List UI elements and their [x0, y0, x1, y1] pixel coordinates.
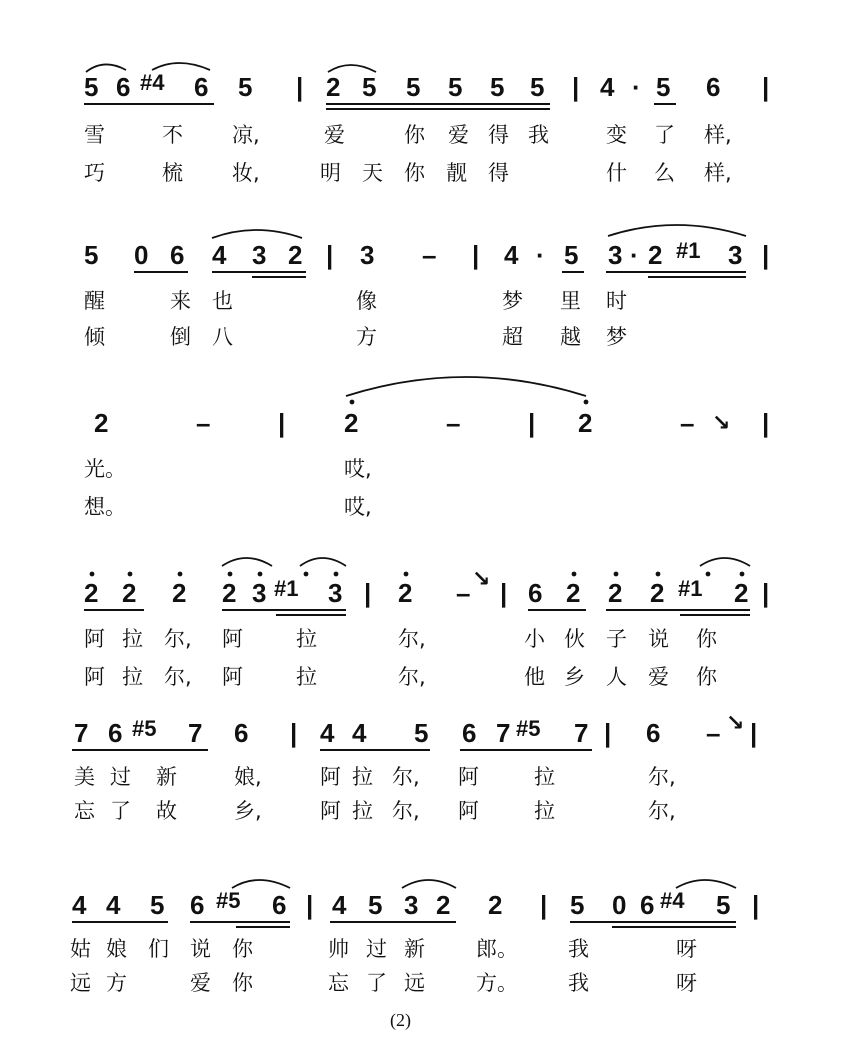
octave-dot	[740, 572, 745, 577]
lyric: 梦	[502, 289, 523, 313]
note: 6	[706, 72, 721, 102]
barline: |	[296, 72, 304, 102]
tie-arc	[676, 880, 736, 888]
slur-arc	[212, 230, 302, 238]
lyric: 尔,	[392, 765, 420, 789]
lyric: 说	[190, 937, 211, 961]
note: 2	[326, 72, 341, 102]
lyric: 故	[156, 799, 177, 823]
note: 6	[528, 578, 543, 608]
note: 2	[650, 578, 665, 608]
note: 4	[352, 718, 367, 748]
note: 6	[646, 718, 661, 748]
note: 5	[238, 72, 253, 102]
lyrics-verse-1	[84, 627, 718, 651]
lyric: 你	[404, 161, 425, 185]
system-5	[72, 710, 757, 823]
lyric: 呀	[676, 971, 697, 995]
note: 5	[362, 72, 377, 102]
octave-dot	[304, 572, 309, 577]
lyric: 光。	[84, 457, 126, 481]
dash: –	[196, 408, 211, 438]
continue-arrow-icon: ↘	[712, 410, 731, 435]
lyric: 梦	[606, 325, 627, 349]
lyric: 远	[70, 971, 91, 995]
note: 2	[648, 240, 663, 270]
notation-line	[72, 710, 757, 750]
octave-dot	[258, 572, 263, 577]
note: 4	[600, 72, 615, 102]
slur-arc	[608, 225, 746, 236]
note: 5	[84, 72, 99, 102]
lyric: 方	[356, 325, 377, 349]
lyric: 么	[654, 161, 675, 185]
tie-arc	[232, 880, 290, 888]
lyric: 像	[356, 289, 377, 313]
barline: |	[752, 890, 760, 920]
lyric: 你	[232, 937, 253, 961]
note: 6	[462, 718, 477, 748]
lyric: 阿	[320, 799, 341, 823]
note: 2	[578, 408, 593, 438]
lyric: 美	[74, 765, 95, 789]
octave-dot	[178, 572, 183, 577]
lyric: 时	[606, 289, 627, 313]
lyric: 阿	[458, 799, 479, 823]
barline: |	[604, 718, 612, 748]
barline: |	[762, 408, 770, 438]
note-sharp: #1	[678, 576, 703, 601]
lyric: 我	[568, 937, 589, 961]
tie-arc	[152, 63, 210, 70]
note: 4	[72, 890, 87, 920]
lyric: 新	[404, 937, 425, 961]
dash: –	[706, 718, 721, 748]
dot: ·	[630, 240, 639, 270]
lyric: 新	[156, 765, 177, 789]
system-1	[84, 63, 769, 185]
note-sharp: #4	[660, 888, 685, 913]
lyric: 乡	[564, 665, 585, 689]
lyrics-verse-2	[84, 161, 732, 185]
lyric: 倾	[84, 325, 105, 349]
notation-line	[84, 225, 769, 277]
lyric: 八	[212, 325, 233, 349]
note: 2	[122, 578, 137, 608]
note-sharp: #5	[516, 716, 541, 741]
note: 3	[252, 240, 267, 270]
barline: |	[762, 578, 770, 608]
note: 6	[190, 890, 205, 920]
lyric: 爱	[324, 123, 345, 147]
lyric: 样,	[704, 161, 732, 185]
lyric: 倒	[170, 325, 191, 349]
lyric: 方。	[476, 971, 518, 995]
note: 7	[496, 718, 511, 748]
note: 3	[360, 240, 375, 270]
octave-dot	[572, 572, 577, 577]
barline: |	[290, 718, 298, 748]
barline: |	[762, 240, 770, 270]
lyric: 拉	[534, 799, 555, 823]
notation-line	[94, 377, 769, 438]
lyric: 你	[696, 627, 717, 651]
octave-dot	[656, 572, 661, 577]
notation-line	[72, 880, 759, 927]
lyric: 帅	[328, 937, 349, 961]
lyric: 样,	[704, 123, 732, 147]
lyric: 子	[606, 627, 627, 651]
barline: |	[306, 890, 314, 920]
note-sharp: #4	[140, 70, 165, 95]
system-6	[70, 880, 759, 995]
page-number: (2)	[390, 1010, 411, 1030]
dash: –	[680, 408, 695, 438]
note: 5	[448, 72, 463, 102]
note: 2	[84, 578, 99, 608]
barline: |	[572, 72, 580, 102]
barline: |	[540, 890, 548, 920]
lyric: 明	[320, 161, 341, 185]
lyric: 忘	[328, 971, 349, 995]
lyric: 们	[148, 937, 169, 961]
lyric: 小	[524, 627, 545, 651]
lyric: 乡,	[234, 799, 262, 823]
lyric: 哎,	[344, 495, 372, 519]
lyrics-verse-1	[84, 289, 627, 313]
tie-arc	[86, 64, 126, 72]
lyrics-verse-2	[70, 971, 697, 995]
lyric: 越	[560, 325, 581, 349]
note: 0	[612, 890, 627, 920]
lyric: 梳	[162, 161, 183, 185]
lyric: 阿	[320, 765, 341, 789]
note: 5	[490, 72, 505, 102]
lyrics-verse-1	[74, 765, 676, 789]
note: 2	[488, 890, 503, 920]
lyric: 我	[568, 971, 589, 995]
tie-arc	[346, 377, 586, 396]
lyric: 靓	[446, 161, 467, 185]
barline: |	[762, 72, 770, 102]
lyric: 尔,	[398, 627, 426, 651]
tie-arc	[700, 558, 750, 566]
lyric: 尔,	[164, 665, 192, 689]
notation-line	[84, 63, 769, 109]
lyric: 阿	[222, 665, 243, 689]
lyric: 阿	[84, 627, 105, 651]
note: 2	[398, 578, 413, 608]
lyric: 你	[696, 665, 717, 689]
note: 3	[608, 240, 623, 270]
note: 0	[134, 240, 149, 270]
lyric: 爱	[448, 123, 469, 147]
lyric: 过	[366, 937, 387, 961]
octave-dot	[404, 572, 409, 577]
lyric: 变	[606, 123, 627, 147]
tie-arc	[402, 880, 456, 888]
octave-dot	[584, 400, 589, 405]
lyric: 爱	[190, 971, 211, 995]
note: 3	[328, 578, 343, 608]
lyric: 了	[654, 123, 675, 147]
lyric: 他	[524, 665, 545, 689]
octave-dot	[334, 572, 339, 577]
lyric: 也	[212, 289, 233, 313]
octave-dot	[614, 572, 619, 577]
note-sharp: #5	[216, 888, 241, 913]
note: 6	[116, 72, 131, 102]
lyric: 阿	[84, 665, 105, 689]
lyric: 过	[110, 765, 131, 789]
note: 5	[564, 240, 579, 270]
lyric: 远	[404, 971, 425, 995]
note: 4	[504, 240, 519, 270]
lyric: 了	[110, 799, 131, 823]
dash: –	[446, 408, 461, 438]
lyric: 凉,	[232, 123, 260, 147]
tie-arc	[300, 558, 346, 566]
lyric: 拉	[296, 627, 317, 651]
lyric: 不	[162, 123, 183, 147]
note-sharp: #5	[132, 716, 157, 741]
lyric: 巧	[84, 161, 105, 185]
lyrics-verse-2	[84, 325, 627, 349]
note: 5	[406, 72, 421, 102]
note: 5	[368, 890, 383, 920]
barline: |	[326, 240, 334, 270]
note: 2	[436, 890, 451, 920]
note: 7	[74, 718, 89, 748]
lyric: 方	[106, 971, 127, 995]
note: 2	[222, 578, 237, 608]
octave-dot	[90, 572, 95, 577]
lyric: 尔,	[648, 765, 676, 789]
lyric: 人	[606, 665, 627, 689]
note-sharp: #1	[274, 576, 299, 601]
note: 2	[288, 240, 303, 270]
barline: |	[472, 240, 480, 270]
system-4	[84, 558, 769, 689]
lyric: 天	[362, 161, 383, 185]
lyric: 尔,	[392, 799, 420, 823]
lyric: 娘,	[234, 765, 262, 789]
lyric: 尔,	[164, 627, 192, 651]
lyric: 得	[488, 123, 509, 147]
lyric: 拉	[352, 799, 373, 823]
note: 6	[234, 718, 249, 748]
note: 5	[570, 890, 585, 920]
note: 4	[106, 890, 121, 920]
note: 5	[530, 72, 545, 102]
note: 5	[84, 240, 99, 270]
lyric: 来	[170, 289, 191, 313]
barline: |	[528, 408, 536, 438]
dot: ·	[632, 72, 641, 102]
lyric: 娘	[106, 937, 127, 961]
lyrics-verse-2	[84, 665, 718, 689]
lyric: 了	[366, 971, 387, 995]
lyric: 你	[404, 123, 425, 147]
lyric: 呀	[676, 937, 697, 961]
note: 5	[716, 890, 731, 920]
note: 5	[150, 890, 165, 920]
note: 2	[172, 578, 187, 608]
lyric: 尔,	[398, 665, 426, 689]
note-sharp: #1	[676, 238, 701, 263]
note: 6	[194, 72, 209, 102]
lyric: 什	[606, 161, 627, 185]
barline: |	[278, 408, 286, 438]
note: 4	[212, 240, 227, 270]
continue-arrow-icon: ↘	[726, 710, 745, 735]
note: 2	[344, 408, 359, 438]
lyric: 拉	[122, 627, 143, 651]
lyric: 妆,	[232, 161, 260, 185]
lyrics-verse-2	[84, 495, 372, 519]
lyric: 郎。	[476, 937, 518, 961]
lyric: 爱	[648, 665, 669, 689]
lyric: 伙	[564, 627, 585, 651]
note: 2	[608, 578, 623, 608]
lyric: 阿	[458, 765, 479, 789]
note: 6	[108, 718, 123, 748]
lyric: 尔,	[648, 799, 676, 823]
note: 7	[574, 718, 589, 748]
note: 6	[640, 890, 655, 920]
continue-arrow-icon: ↘	[472, 566, 491, 591]
note: 7	[188, 718, 203, 748]
notation-line	[84, 558, 769, 615]
system-2	[84, 225, 769, 349]
system-3	[84, 377, 769, 519]
note: 5	[414, 718, 429, 748]
octave-dot	[706, 572, 711, 577]
tie-arc	[328, 65, 376, 72]
lyric: 雪	[84, 123, 105, 147]
note: 2	[94, 408, 109, 438]
lyric: 超	[502, 325, 523, 349]
lyric: 我	[528, 123, 549, 147]
octave-dot	[128, 572, 133, 577]
lyric: 你	[232, 971, 253, 995]
lyric: 拉	[352, 765, 373, 789]
dot: ·	[536, 240, 545, 270]
lyric: 阿	[222, 627, 243, 651]
lyric: 拉	[534, 765, 555, 789]
lyric: 哎,	[344, 457, 372, 481]
dash: –	[456, 578, 471, 608]
note: 4	[332, 890, 347, 920]
note: 3	[252, 578, 267, 608]
octave-dot	[350, 400, 355, 405]
note: 4	[320, 718, 335, 748]
tie-arc	[222, 558, 272, 566]
lyrics-verse-1	[84, 123, 732, 147]
note: 6	[272, 890, 287, 920]
lyric: 说	[648, 627, 669, 651]
lyric: 拉	[296, 665, 317, 689]
note: 2	[734, 578, 749, 608]
note: 6	[170, 240, 185, 270]
lyrics-verse-1	[70, 937, 697, 961]
lyric: 醒	[84, 289, 105, 313]
note: 2	[566, 578, 581, 608]
lyrics-verse-2	[74, 799, 676, 823]
barline: |	[750, 718, 758, 748]
lyric: 忘	[74, 799, 95, 823]
lyric: 里	[560, 289, 581, 313]
barline: |	[364, 578, 372, 608]
lyric: 拉	[122, 665, 143, 689]
lyrics-verse-1	[84, 457, 372, 481]
note: 3	[728, 240, 743, 270]
barline: |	[500, 578, 508, 608]
dash: –	[422, 240, 437, 270]
lyric: 想。	[84, 495, 126, 519]
lyric: 得	[488, 161, 509, 185]
note: 3	[404, 890, 419, 920]
lyric: 姑	[70, 937, 91, 961]
octave-dot	[228, 572, 233, 577]
note: 5	[656, 72, 671, 102]
